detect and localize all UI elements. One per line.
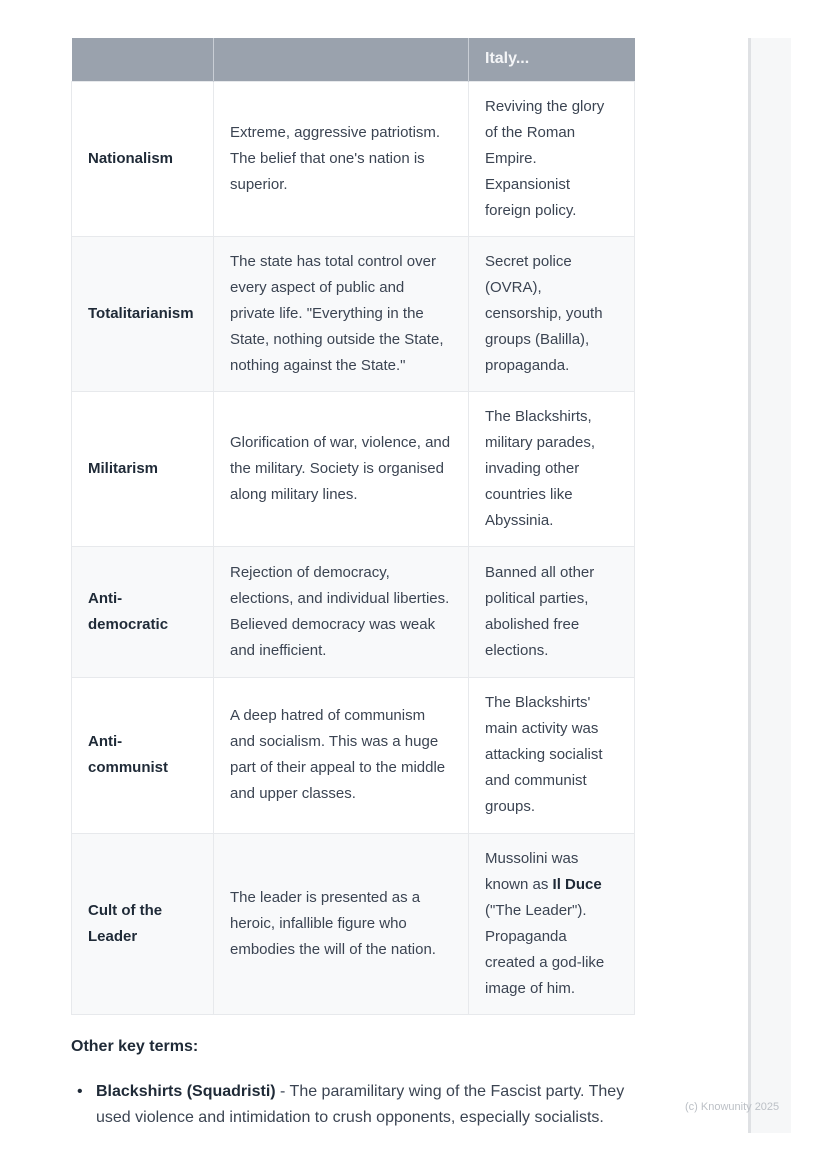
- header-italy-column: Italy...: [469, 38, 635, 81]
- table-row: [72, 833, 635, 1014]
- knowunity-watermark: (c) Knowunity 2025: [685, 1101, 780, 1113]
- table-header-row: [72, 38, 635, 81]
- definition-cell: Extreme, aggressive patriotism. The belief that one's nation is superior.: [214, 81, 469, 236]
- header-definition-column: [214, 38, 469, 81]
- table-row: [72, 677, 635, 833]
- term-cell: Nationalism: [72, 81, 214, 236]
- definition-cell: Glorification of war, violence, and the military. Society is organised along military lines.: [214, 391, 469, 546]
- table-row: [72, 81, 635, 236]
- term-cell: Totalitarianism: [72, 236, 214, 391]
- bullet-icon: •: [77, 1083, 83, 1100]
- term-cell: Cult of the Leader: [72, 833, 214, 1014]
- definition-cell: The state has total control over every aspect of public and private life. "Everything in the State, nothing outside the State, nothing against the State.": [214, 236, 469, 391]
- italy-cell: Banned all other political parties, abolished free elections.: [469, 546, 635, 677]
- italy-cell: The Blackshirts, military parades, invading other countries like Abyssinia.: [469, 391, 635, 546]
- italy-cell: The Blackshirts' main activity was attacking socialist and communist groups.: [469, 677, 635, 833]
- italy-cell: Reviving the glory of the Roman Empire. Expansionist foreign policy.: [469, 81, 635, 236]
- italy-text-prefix: Mussolini was known as: [485, 849, 579, 893]
- italy-text-bold: Il Duce: [552, 875, 602, 893]
- definition-cell: A deep hatred of communism and socialism. This was a huge part of their appeal to the middle and upper classes.: [214, 677, 469, 833]
- other-key-terms-heading: Other key terms:: [71, 1038, 199, 1055]
- term-cell: Anti-democratic: [72, 546, 214, 677]
- next-page-edge: [751, 38, 791, 1133]
- italy-text-suffix: ("The Leader"). Propaganda created a god-like image of him.: [485, 901, 605, 997]
- list-item: [71, 1079, 631, 1131]
- term-cell: Militarism: [72, 391, 214, 546]
- header-term-column: [72, 38, 214, 81]
- term-cell: Anti-communist: [72, 677, 214, 833]
- table-row: [72, 236, 635, 391]
- fascism-characteristics-table: [71, 38, 635, 1015]
- list-item-definition: - The paramilitary wing of the Fascist party. They used violence and intimidation to crush opponents, especially socialists.: [96, 1083, 625, 1126]
- table-row: [72, 391, 635, 546]
- list-item-text: [96, 1079, 631, 1131]
- table-row: [72, 546, 635, 677]
- key-terms-list: [71, 1079, 634, 1131]
- italy-cell: Secret police (OVRA), censorship, youth groups (Balilla), propaganda.: [469, 236, 635, 391]
- definition-cell: Rejection of democracy, elections, and individual liberties. Believed democracy was weak and inefficient.: [214, 546, 469, 677]
- definition-cell: The leader is presented as a heroic, infallible figure who embodies the will of the nation.: [214, 833, 469, 1014]
- list-item-term: Blackshirts (Squadristi): [96, 1083, 276, 1100]
- italy-cell: [469, 833, 635, 1014]
